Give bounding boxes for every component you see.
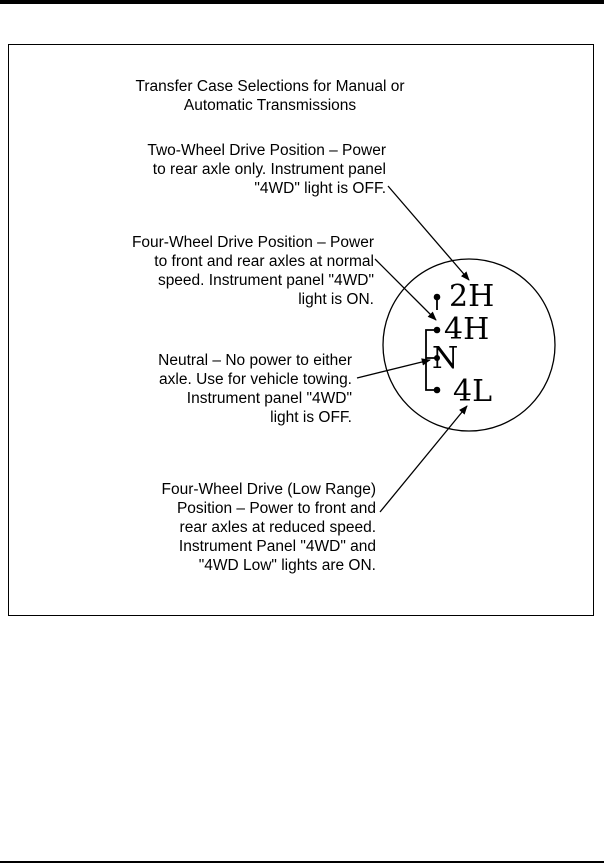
bottom-rule [0,861,604,863]
position-dot-4l [434,387,441,394]
leader-arrow-4h [375,259,436,320]
position-dot-2h [434,294,441,301]
leader-arrow-n [357,360,430,378]
gear-label-4h: 4H [444,312,490,347]
four-wheel-low-description: Four-Wheel Drive (Low Range) Position – Power to front and rear axles at reduced speed. Instrument Panel "4WD" and "4WD Low" lights are ON. [161,481,376,574]
four-wheel-drive-description: Four-Wheel Drive Position – Power to front and rear axles at normal speed. Instrument panel "4WD" light is ON. [131,234,374,308]
gear-label-2h: 2H [449,279,495,314]
neutral-description: Neutral – No power to either axle. Use for vehicle towing. Instrument panel "4WD" light is OFF. [158,352,352,426]
gear-label-4l: 4L [453,374,493,409]
leader-arrow-2h [388,186,469,280]
position-dot-4h [434,327,441,334]
diagram-title: Transfer Case Selections for Manual or Automatic Transmissions [135,78,405,114]
two-wheel-drive-description: Two-Wheel Drive Position – Power to rear axle only. Instrument panel "4WD" light is OFF. [147,142,386,197]
leader-arrow-4l [380,406,467,512]
gear-label-n: N [432,341,459,376]
